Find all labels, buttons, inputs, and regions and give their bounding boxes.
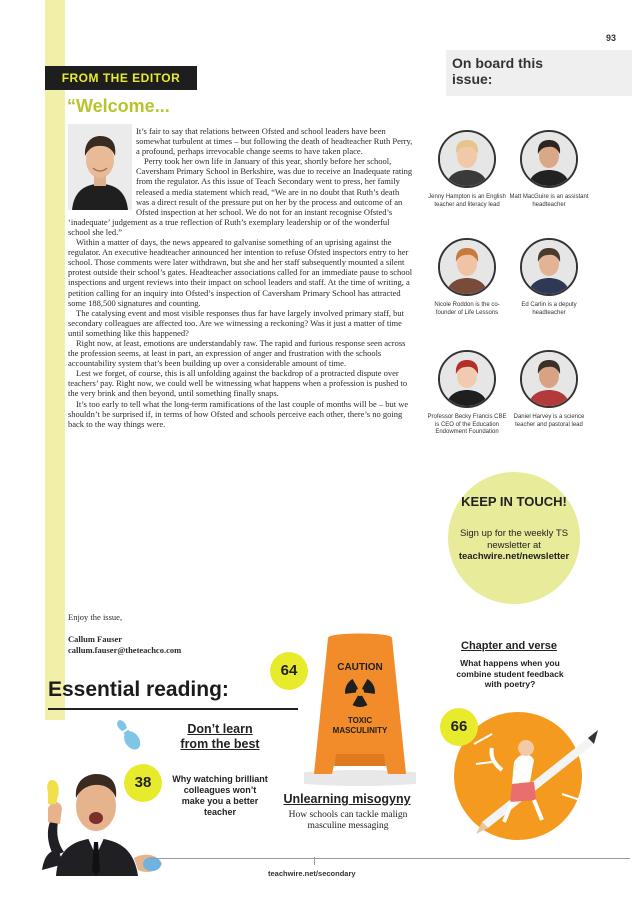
contributor-matt-macguire-caption: Matt MacGuire is an assistant headteacher	[509, 194, 589, 208]
article-paragraph: It’s fair to say that relations between Ofsted and school leaders have been somewhat turbulent at times – but following the death of headteacher Ruth Perry, a profound, perhaps irrevocable change seems to have taken place.	[136, 126, 413, 157]
man-with-bowling-pin-illustration	[34, 752, 174, 881]
article-paragraph: Within a matter of days, the news appeared to galvanise something of an uprising against the regulator. An executive headteacher announced her intention to refuse Ofsted inspectors entry to her school. Those comments were later withdrawn, but she and her staff subsequently mounted a silent protest outside their school’s gates. Headteacher associations called for an immediate pause to school inspections and urgent reviews into their impact on school leaders and staff. At the time of writing, a petition calling for an inquiry into Ofsted’s inspection of Caversham Primary School has attracted some 188,500 signatures and counting.	[68, 237, 413, 308]
newsletter-title: KEEP IN TOUCH!	[461, 494, 567, 509]
sign-toxic-text: TOXIC MASCULINITY	[332, 716, 388, 735]
item-64-description: How schools can tackle malign masculine messaging	[288, 810, 408, 831]
newsletter-link[interactable]: teachwire.net/newsletter	[458, 551, 570, 562]
section-badge: FROM THE EDITOR	[45, 66, 197, 90]
welcome-heading: “Welcome...	[67, 96, 170, 116]
article-paragraph: It’s too early to tell what the long-term ramifications of the last couple of months will be – but we shouldn’t be surprised if, in terms of how Ofsted and schools perceive each other, there’s no going back to the way things were.	[68, 398, 409, 429]
contributor-daniel-harvey-photo	[520, 350, 578, 408]
footer-divider	[150, 858, 630, 859]
essential-divider	[48, 708, 298, 710]
footer-url-link[interactable]: teachwire.net/secondary	[268, 869, 356, 878]
page-number: 93	[605, 33, 616, 43]
sign-caution-text: CAUTION	[337, 662, 383, 673]
article-paragraph: The catalysing event and most visible responses thus far have largely involved primary staff, but secondary colleagues are affected too. Are we witnessing a reckoning? Was it just a matter of time until something like this happened?	[68, 307, 405, 338]
item-66-heading[interactable]: Chapter and verse	[461, 640, 557, 652]
item-38-heading[interactable]: Don’t learn from the best	[180, 722, 260, 751]
editor-article	[68, 126, 413, 429]
caution-sign-illustration	[304, 628, 416, 788]
newsletter-description: Sign up for the weekly TS newsletter at	[459, 528, 569, 551]
onboard-title: On board this issue:	[452, 55, 543, 87]
contributor-ed-carlin-photo	[520, 238, 578, 296]
article-paragraph: Perry took her own life in January of this year, shortly before her school, Caversham Primary School in Berkshire, was due to receive an Inadequate rating from the regulator. As this issue of Teach Secondary went to press, her family released a media statement which read, “We are in no doubt that Ruth’s death was a direct result of the pressure put on her by the process and outcome of an Ofsted inspection at her school. We do not for an instant recognise Ofsted’s ‘inadequate’ judgement as a true reflection of Ruth’s exemplary leadership or of the wonderful school she led.”	[68, 156, 413, 237]
contributor-becky-francis-caption: Professor Becky Francis CBE is CEO of the Education Endowment Foundation	[427, 414, 507, 435]
contributor-nicole-roddon-caption: Nicole Roddon is the co-founder of Life Lessons	[434, 302, 500, 316]
contributor-daniel-harvey-caption: Daniel Harvey is a science teacher and pastoral lead	[513, 414, 585, 428]
article-paragraph: Lest we forget, of course, this is all unfolding against the backdrop of a protracted dispute over teachers’ pay. Right now, we could well be witnessing what happens when a profession is pushed to the very brink and then beyond, until something finally snaps.	[68, 368, 408, 399]
decorative-yellow-strip	[45, 0, 65, 720]
editor-name: Callum Fauser	[68, 634, 123, 644]
page-66-badge: 66	[440, 708, 478, 746]
newsletter-text	[456, 528, 572, 563]
contributor-becky-francis-photo	[438, 350, 496, 408]
item-38-description: Why watching brilliant colleagues won’t make you a better teacher	[172, 774, 268, 817]
page-64-badge: 64	[270, 652, 308, 690]
editor-email-link[interactable]: callum.fauser@theteachco.com	[68, 645, 182, 655]
article-paragraph: Right now, at least, emotions are understandably raw. The rapid and furious response seen across the profession seems, at least in part, an expression of anger and frustration with the schools accountability system that’s been building up over a considerable amount of time.	[68, 337, 406, 369]
contributor-nicole-roddon-photo	[438, 238, 496, 296]
essential-reading-title: Essential reading:	[48, 678, 229, 701]
item-66-description: What happens when you combine student feedback with poetry?	[456, 658, 564, 689]
contributor-ed-carlin-caption: Ed Carlin is a deputy headteacher	[521, 302, 577, 316]
page-38-badge: 38	[124, 764, 162, 802]
contributor-jenny-hampton-photo	[438, 130, 496, 188]
contributor-jenny-hampton-caption: Jenny Hampton is an English teacher and literacy lead	[428, 194, 506, 208]
item-64-heading[interactable]: Unlearning misogyny	[283, 792, 411, 806]
contributor-matt-macguire-photo	[520, 130, 578, 188]
signoff-text: Enjoy the issue,	[68, 612, 123, 622]
